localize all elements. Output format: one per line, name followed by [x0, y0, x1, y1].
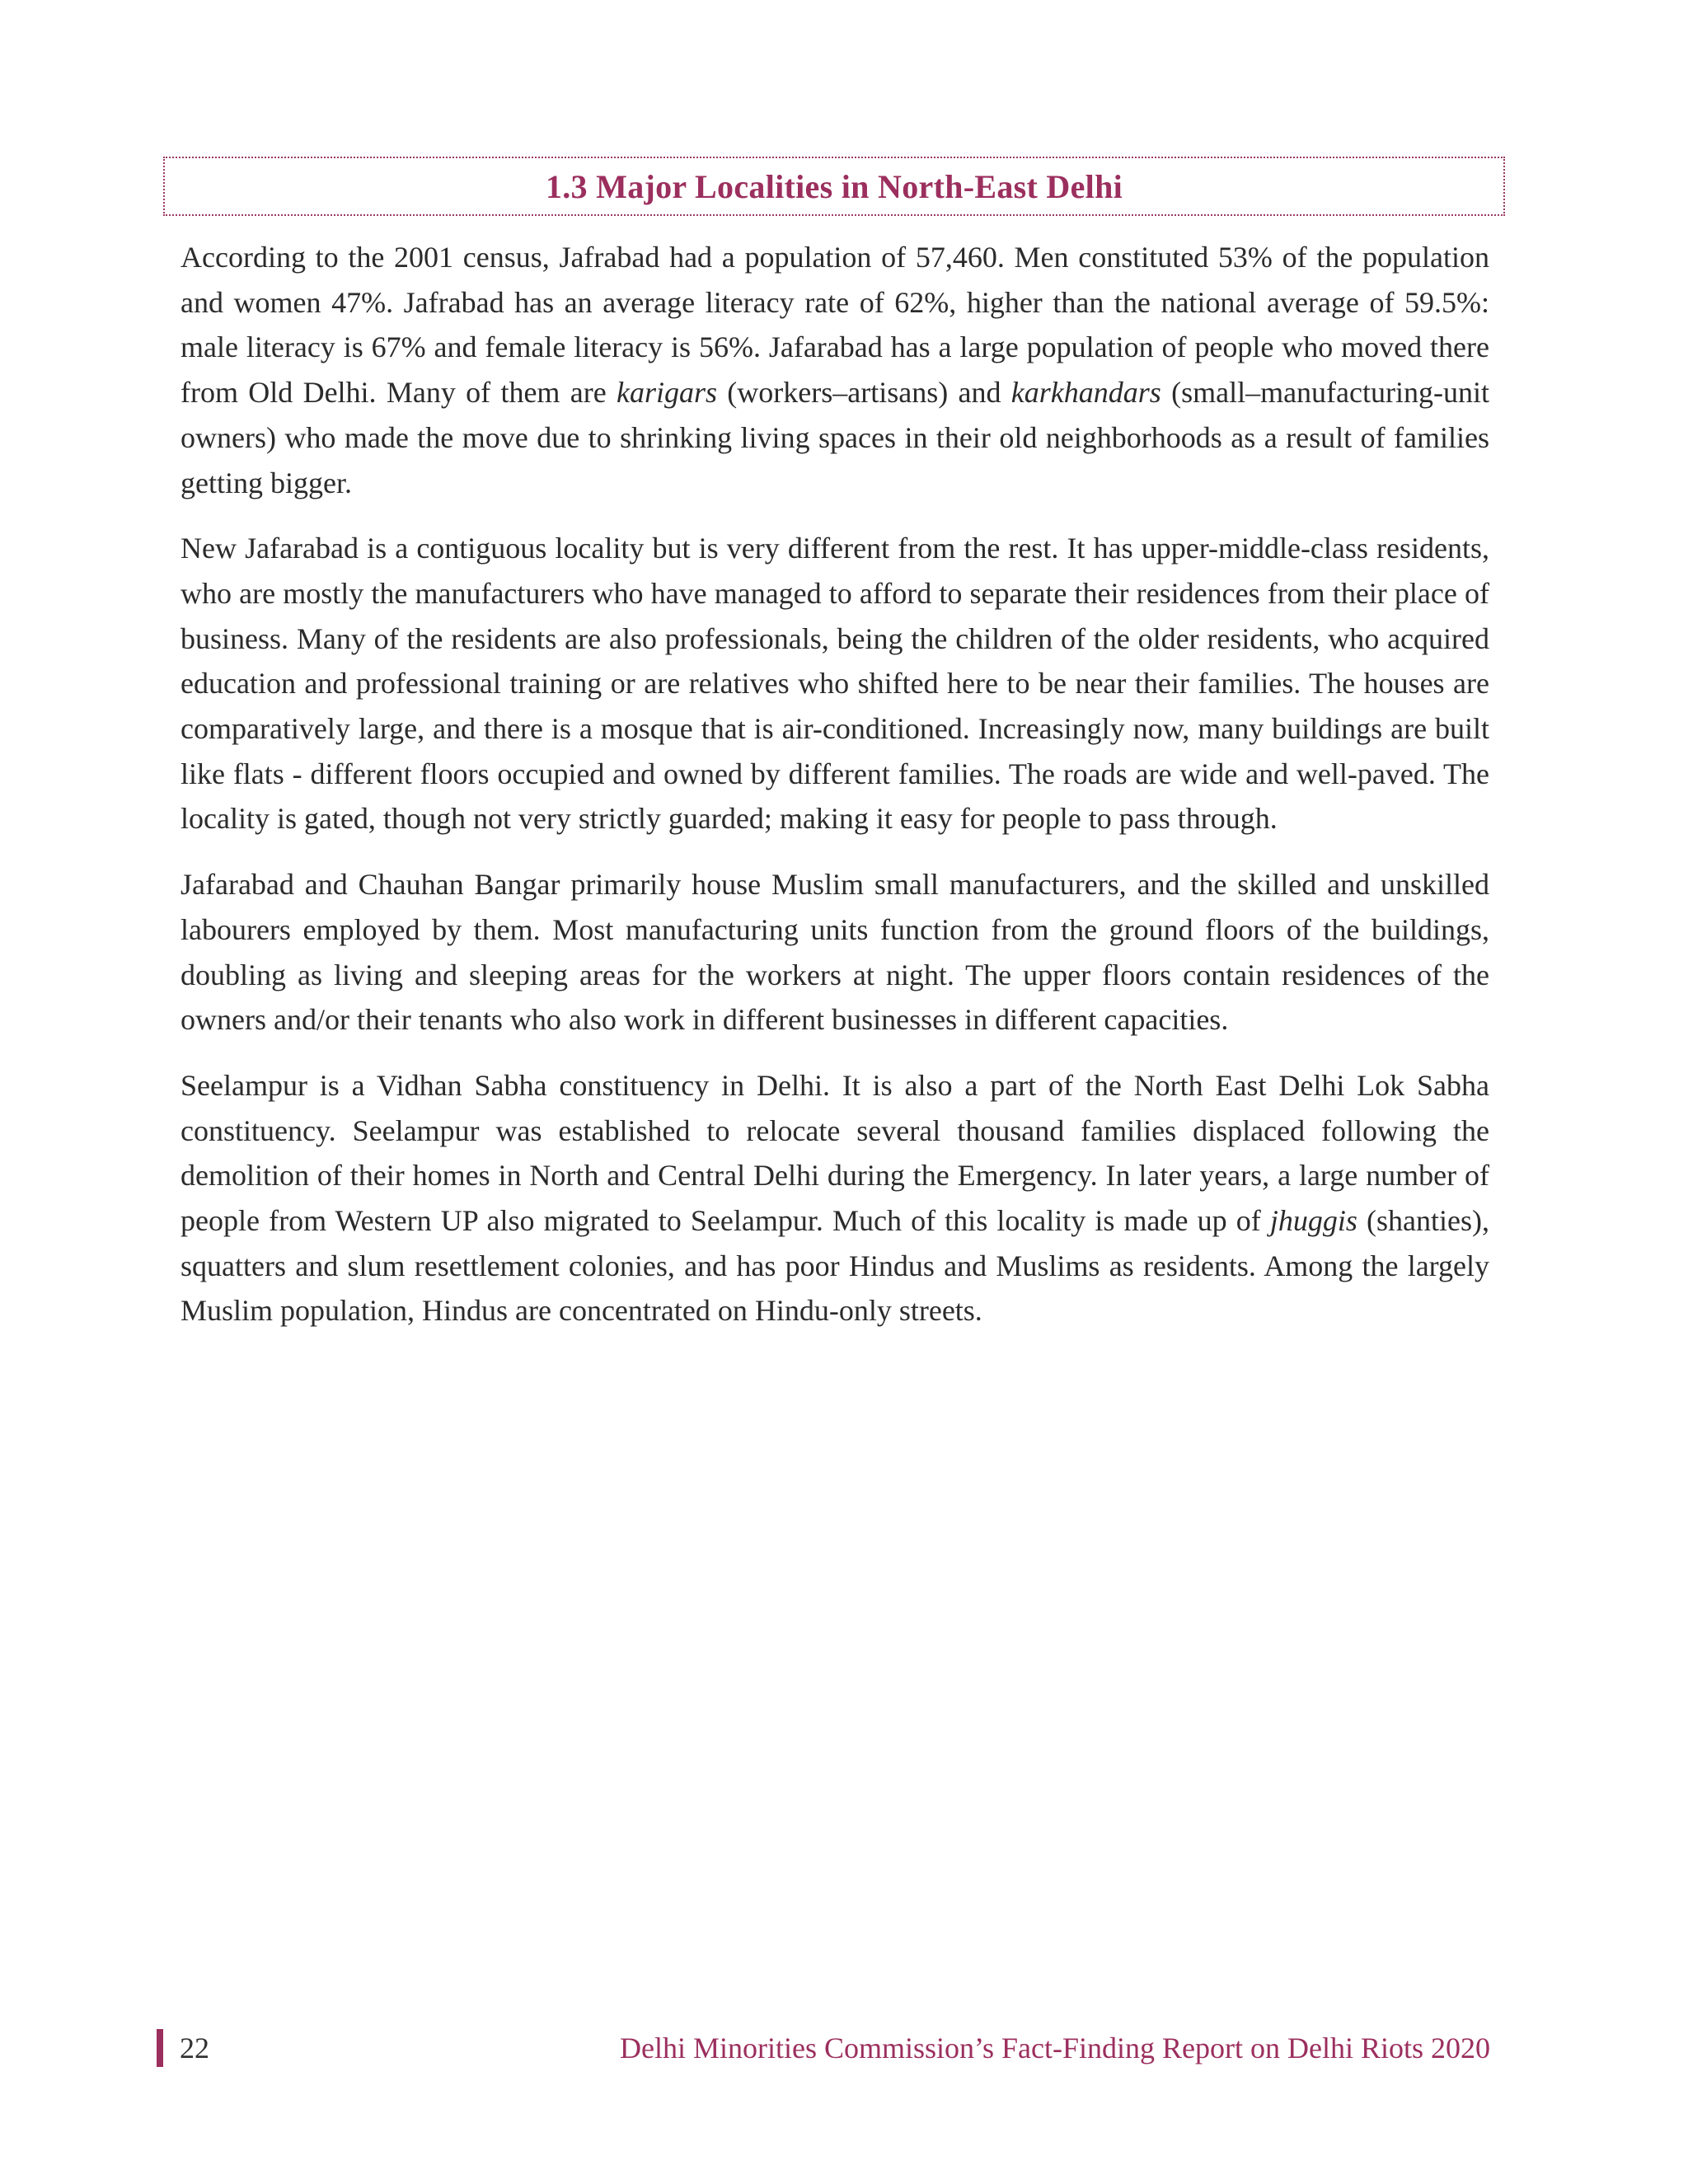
section-title: 1.3 Major Localities in North-East Delhi — [545, 167, 1123, 205]
term-jhuggis: jhuggis — [1269, 1204, 1357, 1238]
paragraph-1-text-c: (workers–artisans) and — [717, 376, 1011, 410]
footer-report-title: Delhi Minorities Commission’s Fact-Finding Report on Delhi Riots 2020 — [619, 2032, 1490, 2064]
paragraph-4-text-c: (shanties), squatters and slum resettlement colonies, and has poor Hindus and Muslims as residents. Among the largely Muslim population, Hindus are concentrated on Hindu-only streets. — [181, 1204, 1489, 1328]
paragraph-2: New Jafarabad is a contiguous locality but is very different from the rest. It has upper-middle-class residents, who are mostly the manufacturers who have managed to afford to separate their residences from their place of business. Many of the residents are also professionals, being the children of the older residents, who acquired education and professional training or are relatives who shifted here to be near their families. The houses are comparatively large, and there is a mosque that is air-conditioned. Increasingly now, many buildings are built like flats - different floors occupied and owned by different families. The roads are wide and well-paved. The locality is gated, though not very strictly guarded; making it easy for people to pass through. — [181, 532, 1489, 836]
term-karkhandars: karkhandars — [1010, 376, 1161, 410]
page-footer — [157, 2029, 1490, 2067]
page-number-bar — [157, 2029, 163, 2067]
paragraph-4 — [181, 1063, 1489, 1333]
paragraph-1-text-a: According to the 2001 census, Jafrabad had a population of 57,460. Men constituted 53% of the population and women 47%. Jafrabad has an average literacy rate of 62%, higher than the national average of 59.5%: male literacy is 67% and female literacy is 56%. Jafarabad has a large population of people who moved there from Old Delhi. Many of them are — [181, 241, 1489, 410]
page-number: 22 — [180, 2032, 209, 2064]
term-karigars: karigars — [616, 376, 717, 410]
paragraph-1 — [181, 235, 1489, 505]
paragraph-1-text-e: (small–manufacturing-unit owners) who made the move due to shrinking living spaces in their old neighborhoods as a result of families getting bigger. — [181, 376, 1489, 499]
section-heading-box — [163, 157, 1505, 216]
paragraph-3: Jafarabad and Chauhan Bangar primarily house Muslim small manufacturers, and the skilled and unskilled labourers employed by them. Most manufacturing units function from the ground floors of the buildings, doubling as living and sleeping areas for the workers at night. The upper floors contain residences of the owners and/or their tenants who also work in different businesses in different capacities. — [181, 868, 1489, 1037]
body-text — [181, 235, 1489, 1354]
paragraph-4-text-a: Seelampur is a Vidhan Sabha constituency in Delhi. It is also a part of the North East Delhi Lok Sabha constituency. Seelampur was established to relocate several thousand families displaced following the demolition of their homes in North and Central Delhi during the Emergency. In later years, a large number of people from Western UP also migrated to Seelampur. Much of this locality is made up of — [181, 1068, 1489, 1238]
